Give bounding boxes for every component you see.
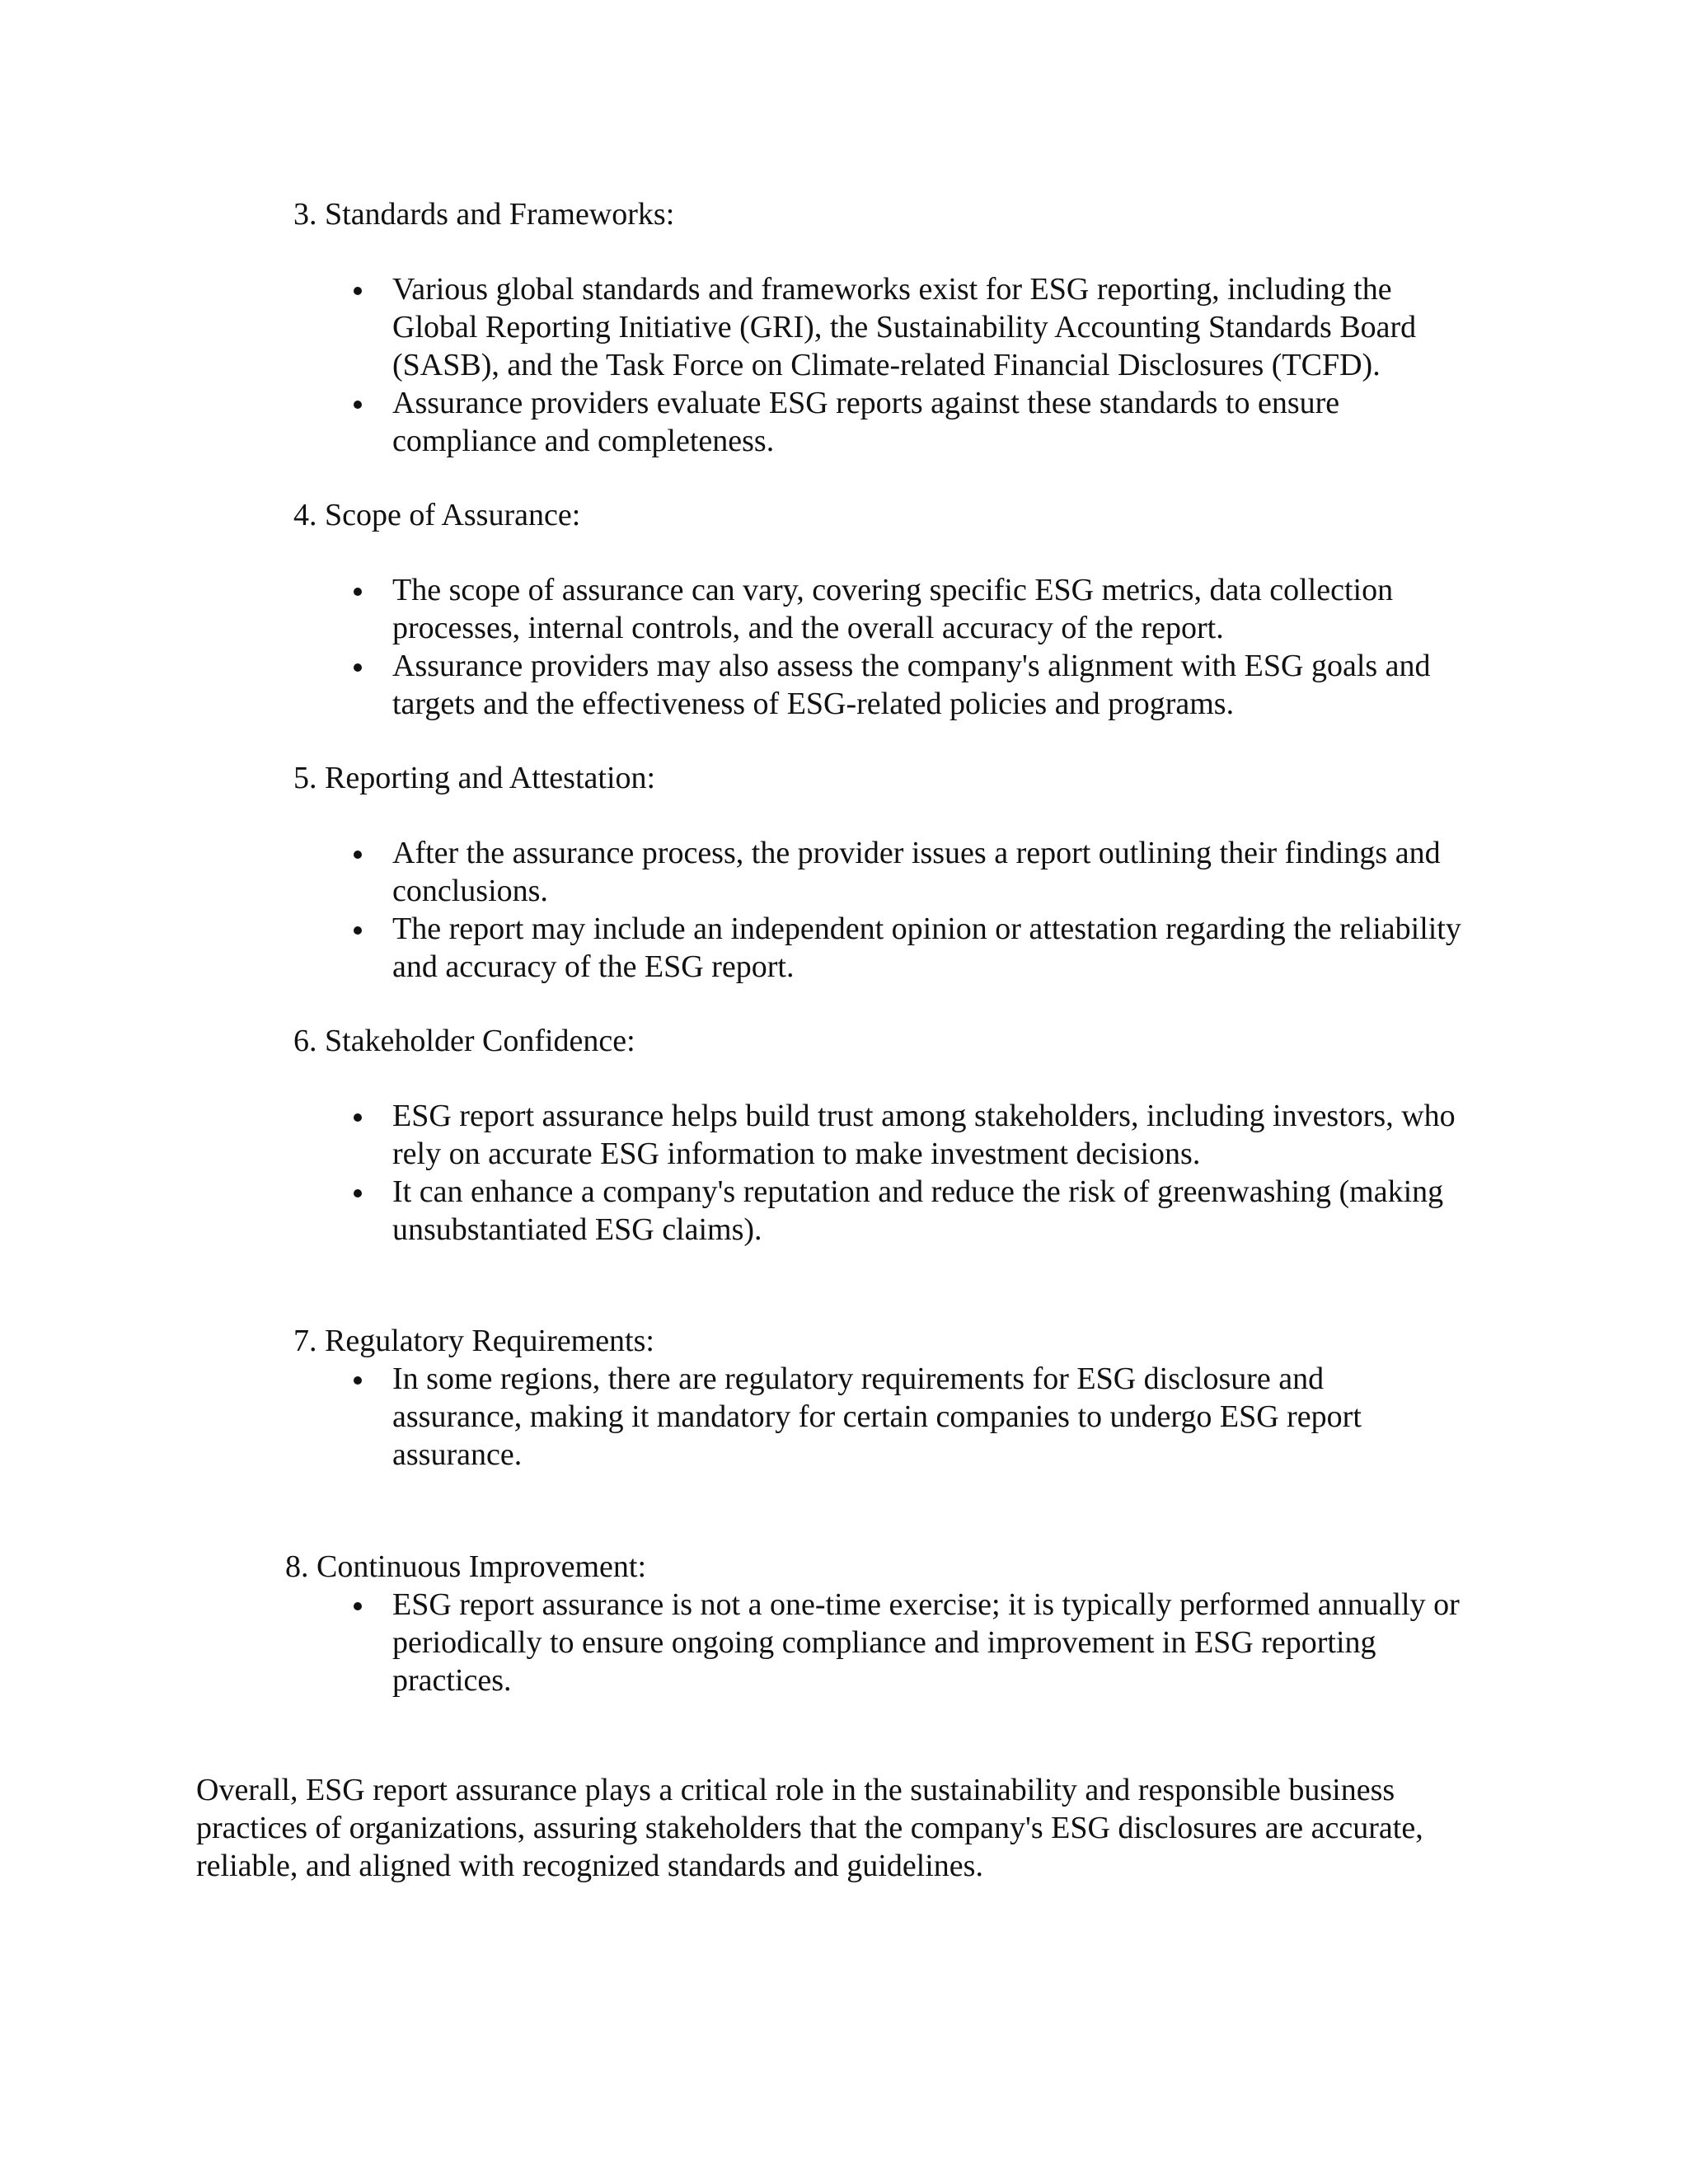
bullet-list: [392, 834, 1464, 986]
conclusion-paragraph: Overall, ESG report assurance plays a critical role in the sustainability and responsible business practices of organizations, assuring stakeholders that the company's ESG disclosures are accurate, reliable, and aligned with recognized standards and guidelines.: [196, 1773, 1423, 1883]
list-item: ESG report assurance helps build trust among stakeholders, including investors, who rely on accurate ESG information to make investment decisions.: [392, 1099, 1456, 1171]
section-heading: 5. Reporting and Attestation:: [293, 761, 656, 795]
bullet-list: [392, 1586, 1489, 1699]
list-item: Assurance providers may also assess the company's alignment with ESG goals and targets and the effectiveness of ESG-related policies and programs.: [392, 647, 1456, 723]
section-heading: 8. Continuous Improvement:: [285, 1549, 647, 1584]
bullet-list: [392, 1097, 1456, 1249]
bullet-list: [392, 1360, 1439, 1474]
list-item: It can enhance a company's reputation and reduce the risk of greenwashing (making unsubstantiated ESG claims).: [392, 1173, 1456, 1249]
list-item: Assurance providers evaluate ESG reports against these standards to ensure compliance and completeness.: [392, 384, 1480, 460]
bullet-list: [392, 270, 1480, 460]
list-item: Various global standards and frameworks exist for ESG reporting, including the Global Reporting Initiative (GRI), the Sustainability Accounting Standards Board (SASB), and the Task Force on Climate-related Financial Disclosures (TCFD).: [392, 270, 1480, 384]
list-item: The report may include an independent opinion or attestation regarding the reliability and accuracy of the ESG report.: [392, 910, 1464, 986]
list-item: ESG report assurance is not a one-time exercise; it is typically performed annually or periodically to ensure ongoing compliance and improvement in ESG reporting practices.: [392, 1586, 1489, 1699]
section-heading: 7. Regulatory Requirements:: [293, 1324, 654, 1358]
list-item: After the assurance process, the provider issues a report outlining their findings and conclusions.: [392, 834, 1464, 910]
bullet-list: [392, 571, 1456, 723]
section-heading: 6. Stakeholder Confidence:: [293, 1024, 635, 1058]
section-heading: 3. Standards and Frameworks:: [293, 197, 675, 232]
list-item: In some regions, there are regulatory requirements for ESG disclosure and assurance, making it mandatory for certain companies to undergo ESG report assurance.: [392, 1360, 1439, 1474]
list-item: The scope of assurance can vary, covering specific ESG metrics, data collection processes, internal controls, and the overall accuracy of the report.: [392, 571, 1456, 647]
section-heading: 4. Scope of Assurance:: [293, 498, 581, 532]
